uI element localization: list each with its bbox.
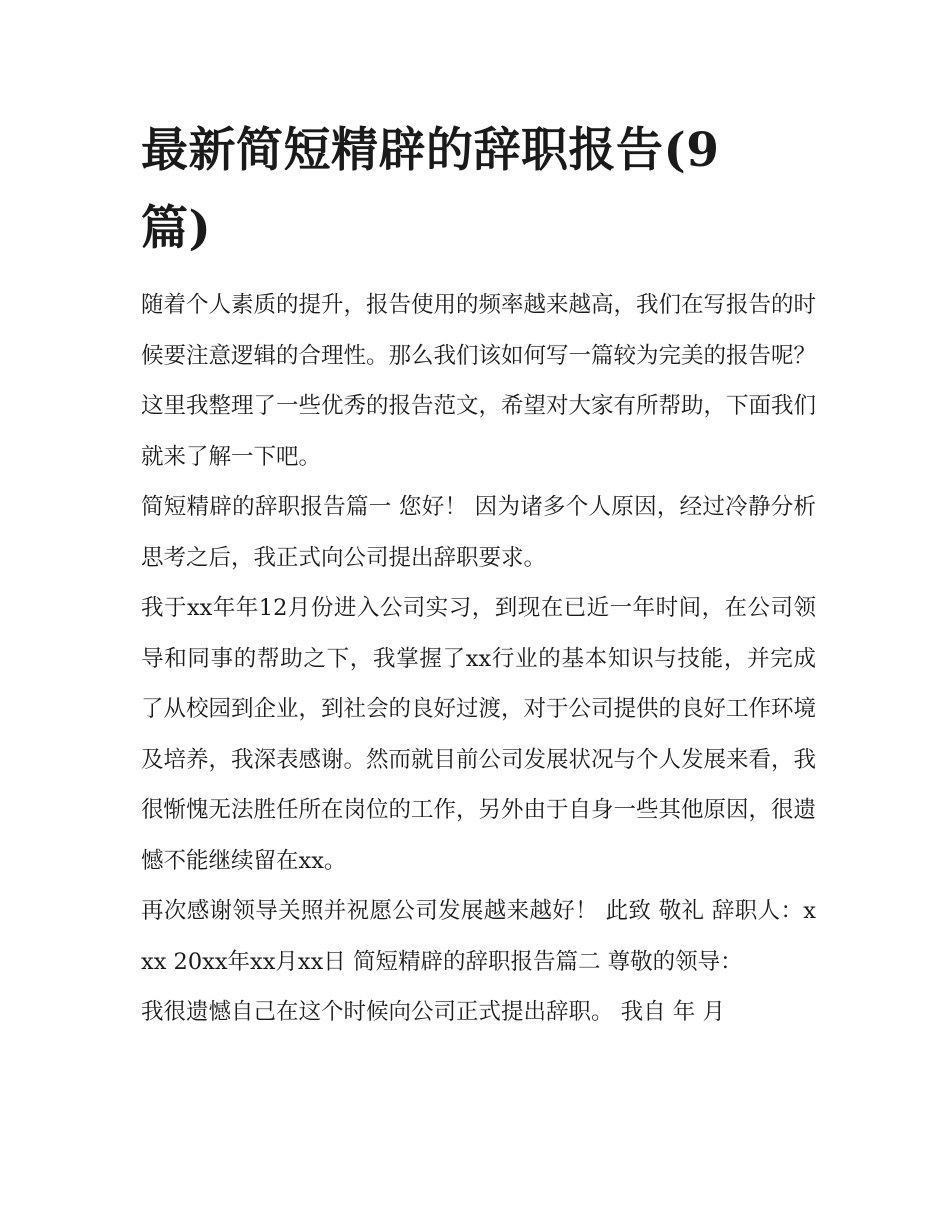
letter-two-opening-paragraph: 我很遗憾自己在这个时候向公司正式提出辞职。 我自 年 月 [141,999,725,1025]
letter-one-opening-paragraph: 简短精辟的辞职报告篇一 您好！ 因为诸多个人原因，经过冷静分析思考之后，我正式向公司提出辞职要求。 [141,494,816,571]
document-title: 最新简短精辟的辞职报告(9篇) [141,123,720,256]
title-block [141,112,816,268]
document-body [141,112,816,1038]
letter-one-closing-paragraph: 再次感谢领导关照并祝愿公司发展越来越好！ 此致 敬礼 辞职人：xxx 20xx年xx月xx日 简短精辟的辞职报告篇二 尊敬的领导： [141,898,816,975]
letter-one-body-paragraph: 我于xx年年12月份进入公司实习，到现在已近一年时间，在公司领导和同事的帮助之下，我掌握了xx行业的基本知识与技能，并完成了从校园到企业，到社会的良好过渡，对于公司提供的良好工作环境及培养，我深表感谢。然而就目前公司发展状况与个人发展来看，我很惭愧无法胜任所在岗位的工作，另外由于自身一些其他原因，很遗憾不能继续留在xx。 [141,595,817,874]
intro-paragraph: 随着个人素质的提升，报告使用的频率越来越高，我们在写报告的时候要注意逻辑的合理性。那么我们该如何写一篇较为完美的报告呢？这里我整理了一些优秀的报告范文，希望对大家有所帮助，下面我们就来了解一下吧。 [141,292,817,470]
